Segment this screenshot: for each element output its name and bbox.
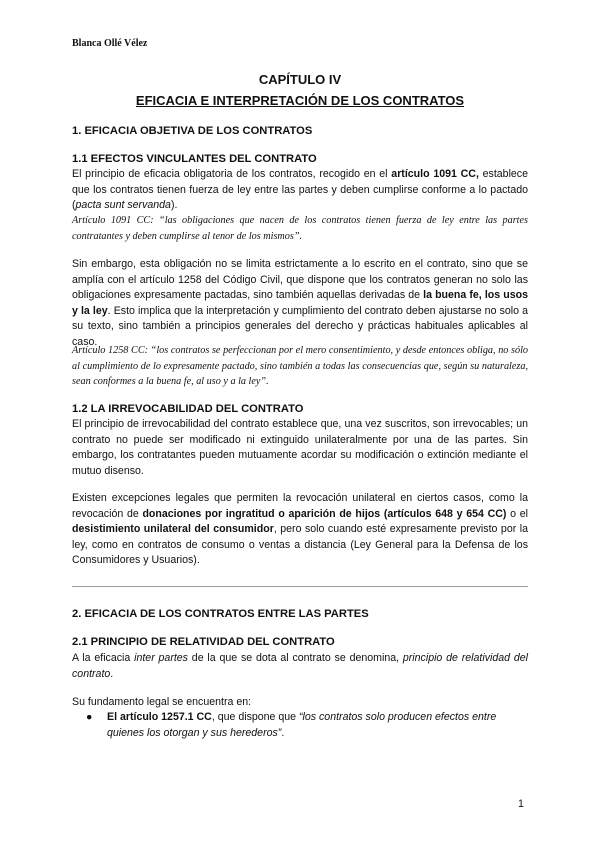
chapter-title: EFICACIA E INTERPRETACIÓN DE LOS CONTRATOS — [135, 93, 465, 108]
paragraph-1-2-a: El principio de irrevocabilidad del contrato establece que, una vez suscritos, son irrevocables; un contrato no puede ser modificado ni extinguido unilateralmente por una de las partes. Sin embargo, los contratantes pueden mutuamente acordar su modificación o extinción mediante el mutuo disenso. — [72, 418, 528, 477]
chapter-number: CAPÍTULO IV — [258, 72, 342, 87]
quote-article-1258: Artículo 1258 CC: “los contratos se perfeccionan por el mero consentimiento, y desde entonces obliga, no sólo al cumplimiento de lo expresamente pactado, sino también a todas las consecuencias que, según su naturaleza, sean conformes a la buena fe, al uso y a la ley”. — [72, 345, 528, 387]
paragraph-1-1-a: El principio de eficacia obligatoria de los contratos, recogido en el artículo 1091 CC, establece que los contratos tienen fuerza de ley entre las partes y deben cumplirse conforme a lo pactado (pacta sunt servanda). — [72, 168, 528, 211]
page-number: 1 — [518, 798, 524, 810]
section-divider — [72, 586, 528, 587]
paragraph-1-2-b: Existen excepciones legales que permiten la revocación unilateral en ciertos casos, como la revocación de donaciones por ingratitud o aparición de hijos (artículos 648 y 654 CC) o el desistimiento unilateral del consumidor, pero solo cuando esté expresamente previsto por la ley, como en contratos de consumo o ventas a distancia (Ley General para la Defensa de los Consumidores y Usuarios). — [72, 492, 528, 566]
quote-article-1091: Artículo 1091 CC: “las obligaciones que nacen de los contratos tienen fuerza de ley entre las partes contratantes y deben cumplirse al tenor de los mismos”. — [72, 215, 528, 242]
bullet-icon: ● — [86, 711, 93, 723]
header-author: Blanca Ollé Vélez — [72, 38, 148, 49]
paragraph-2-1-a: A la eficacia inter partes de la que se dota al contrato se denomina, principio de relatividad del contrato. — [72, 652, 528, 680]
subsection-1-1-title: 1.1 EFECTOS VINCULANTES DEL CONTRATO — [72, 153, 317, 165]
subsection-1-2-title: 1.2 LA IRREVOCABILIDAD DEL CONTRATO — [72, 403, 304, 415]
subsection-2-1-title: 2.1 PRINCIPIO DE RELATIVIDAD DEL CONTRATO — [72, 636, 335, 648]
paragraph-2-1-b: Su fundamento legal se encuentra en: — [72, 696, 252, 708]
section-1-title: 1. EFICACIA OBJETIVA DE LOS CONTRATOS — [72, 125, 313, 137]
paragraph-1-1-b: Sin embargo, esta obligación no se limita estrictamente a lo escrito en el contrato, sino que se amplía con el artículo 1258 del Código Civil, que dispone que los contratos generan no solo las obligaciones expresamente pactadas, sino también aquellas derivadas de la buena fe, los usos y la ley. Esto implica que la interpretación y cumplimiento del contrato deben ajustarse no solo a su texto, sino también a principios generales del derecho y prácticas habituales aplicables al caso. — [72, 258, 528, 348]
section-2-title: 2. EFICACIA DE LOS CONTRATOS ENTRE LAS PARTES — [72, 608, 369, 620]
list-item: El artículo 1257.1 CC, que dispone que “los contratos solo producen efectos entre quienes los otorgan y sus herederos”. — [107, 711, 497, 739]
